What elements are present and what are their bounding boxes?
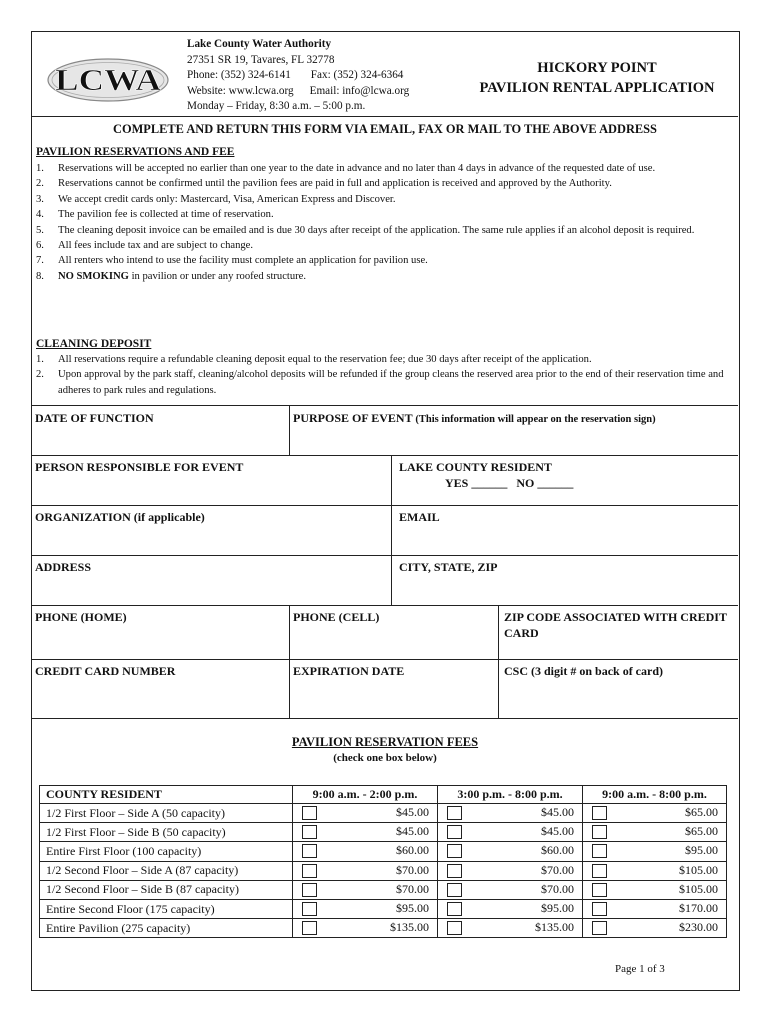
fee-row: 1/2 First Floor – Side A (50 capacity) $45.00 $45.00 $65.00 [40, 804, 727, 823]
fee-checkbox[interactable] [592, 921, 607, 935]
fee-checkbox[interactable] [302, 883, 317, 897]
purpose-of-event-field[interactable]: PURPOSE OF EVENT (This information will appear on the reservation sign) [293, 411, 656, 425]
column-evening: 3:00 p.m. - 8:00 p.m. [438, 786, 583, 804]
fee-row: Entire Second Floor (175 capacity) $95.00 $95.00 $170.00 [40, 899, 727, 918]
lake-county-resident-field[interactable]: LAKE COUNTY RESIDENT YES ______ NO ______ [392, 455, 738, 505]
fee-checkbox[interactable] [302, 825, 317, 839]
title-line-2: PAVILION RENTAL APPLICATION [479, 80, 715, 96]
fee-row: 1/2 First Floor – Side B (50 capacity) $45.00 $45.00 $65.00 [40, 823, 727, 842]
fee-row: 1/2 Second Floor – Side A (87 capacity) $70.00 $70.00 $105.00 [40, 861, 727, 880]
cleaning-rules-list [36, 352, 731, 398]
pavilion-rule: 4. The pavilion fee is collected at time of reservation. [36, 209, 274, 221]
address-field[interactable]: ADDRESS [35, 560, 92, 574]
fee-checkbox[interactable] [302, 902, 317, 916]
pavilion-rule: 8. NO SMOKING in pavilion or under any roofed structure. [36, 270, 307, 282]
organization-field[interactable]: ORGANIZATION (if applicable) [35, 510, 205, 524]
column-full-day: 9:00 a.m. - 8:00 p.m. [583, 786, 727, 804]
applicant-form [32, 405, 738, 719]
org-hours: Monday – Friday, 8:30 a.m. – 5:00 p.m. [187, 100, 366, 112]
application-page [31, 31, 740, 991]
pavilion-rule: 2. Reservations cannot be confirmed until the pavilion fees are paid in full and application is received and approved by the Authority. [36, 178, 612, 190]
fee-row: Entire First Floor (100 capacity) $60.00 $60.00 $95.00 [40, 842, 727, 861]
header [32, 32, 738, 117]
fee-checkbox[interactable] [302, 921, 317, 935]
fee-checkbox[interactable] [302, 844, 317, 858]
fee-checkbox[interactable] [302, 806, 317, 820]
fee-checkbox[interactable] [447, 806, 462, 820]
cleaning-section-heading: CLEANING DEPOSIT [36, 338, 152, 350]
person-responsible-field[interactable]: PERSON RESPONSIBLE FOR EVENT [35, 460, 244, 474]
expiration-date-field[interactable]: EXPIRATION DATE [293, 664, 405, 678]
return-instruction: COMPLETE AND RETURN THIS FORM VIA EMAIL, FAX OR MAIL TO THE ABOVE ADDRESS [113, 122, 657, 136]
fee-checkbox[interactable] [447, 844, 462, 858]
phone-cell-field[interactable]: PHONE (CELL) [293, 610, 380, 624]
form-title [462, 58, 732, 98]
date-of-function-field[interactable]: DATE OF FUNCTION [35, 411, 154, 425]
org-phone: Phone: (352) 324-6141 [187, 69, 291, 81]
pavilion-section-heading: PAVILION RESERVATIONS AND FEE [36, 146, 235, 158]
fee-checkbox[interactable] [302, 864, 317, 878]
zip-credit-card-field[interactable]: ZIP CODE ASSOCIATED WITH CREDIT CARD [504, 610, 727, 640]
fee-checkbox[interactable] [592, 864, 607, 878]
cleaning-rule: 2. Upon approval by the park staff, cleaning/alcohol deposits will be refunded if the group cleans the reserved area prior to the end of their reservation time and adheres to park rules and regulations. [36, 369, 724, 396]
fee-checkbox[interactable] [447, 825, 462, 839]
fees-table [39, 785, 727, 938]
org-website: Website: www.lcwa.org [187, 84, 294, 97]
fee-row: 1/2 Second Floor – Side B (87 capacity) $70.00 $70.00 $105.00 [40, 880, 727, 899]
fee-checkbox[interactable] [447, 902, 462, 916]
fee-row: Entire Pavilion (275 capacity) $135.00 $135.00 $230.00 [40, 919, 727, 938]
org-email: Email: info@lcwa.org [309, 84, 410, 97]
csc-field[interactable]: CSC (3 digit # on back of card) [504, 664, 664, 678]
page-number: Page 1 of 3 [615, 963, 665, 975]
fee-checkbox[interactable] [592, 825, 607, 839]
pavilion-rule: 6. All fees include tax and are subject to change. [36, 240, 254, 252]
title-line-1: HICKORY POINT [537, 60, 657, 76]
logo-text: LCWA [55, 62, 162, 97]
pavilion-rules-list [36, 161, 731, 284]
fee-checkbox[interactable] [592, 844, 607, 858]
lcwa-logo [46, 56, 170, 104]
org-address: 27351 SR 19, Tavares, FL 32778 [187, 53, 335, 66]
resident-yes-no[interactable]: YES ______ NO ______ [445, 476, 574, 490]
fees-title: PAVILION RESERVATION FEES [291, 735, 479, 749]
pavilion-rule: 7. All renters who intend to use the facility must complete an application for pavilion use. [36, 255, 428, 267]
cleaning-rule: 1. All reservations require a refundable cleaning deposit equal to the reservation fee; due 30 days after receipt of the application. [36, 354, 592, 365]
fee-checkbox[interactable] [447, 921, 462, 935]
fee-checkbox[interactable] [592, 883, 607, 897]
org-fax: Fax: (352) 324-6364 [310, 69, 404, 81]
fees-header-row [40, 786, 727, 804]
fee-checkbox[interactable] [447, 883, 462, 897]
email-field[interactable]: EMAIL [399, 510, 440, 524]
pavilion-rule: 3. We accept credit cards only: Mastercard, Visa, American Express and Discover. [36, 193, 396, 205]
pavilion-rule: 5. The cleaning deposit invoice can be emailed and is due 30 days after receipt of the application. The same rule applies if an alcohol deposit is required. [36, 224, 695, 236]
credit-card-number-field[interactable]: CREDIT CARD NUMBER [35, 664, 176, 678]
column-morning: 9:00 a.m. - 2:00 p.m. [293, 786, 438, 804]
phone-home-field[interactable]: PHONE (HOME) [35, 610, 127, 624]
fees-subtitle: (check one box below) [333, 752, 437, 764]
org-name: Lake County Water Authority [187, 38, 332, 50]
fee-checkbox[interactable] [592, 902, 607, 916]
fee-checkbox[interactable] [447, 864, 462, 878]
contact-block [187, 37, 409, 115]
column-county-resident: COUNTY RESIDENT [40, 786, 293, 804]
pavilion-rule: 1. Reservations will be accepted no earlier than one year to the date in advance and no later than 4 days in advance of the requested date of use. [36, 163, 656, 174]
city-state-zip-field[interactable]: CITY, STATE, ZIP [399, 560, 498, 574]
fee-checkbox[interactable] [592, 806, 607, 820]
